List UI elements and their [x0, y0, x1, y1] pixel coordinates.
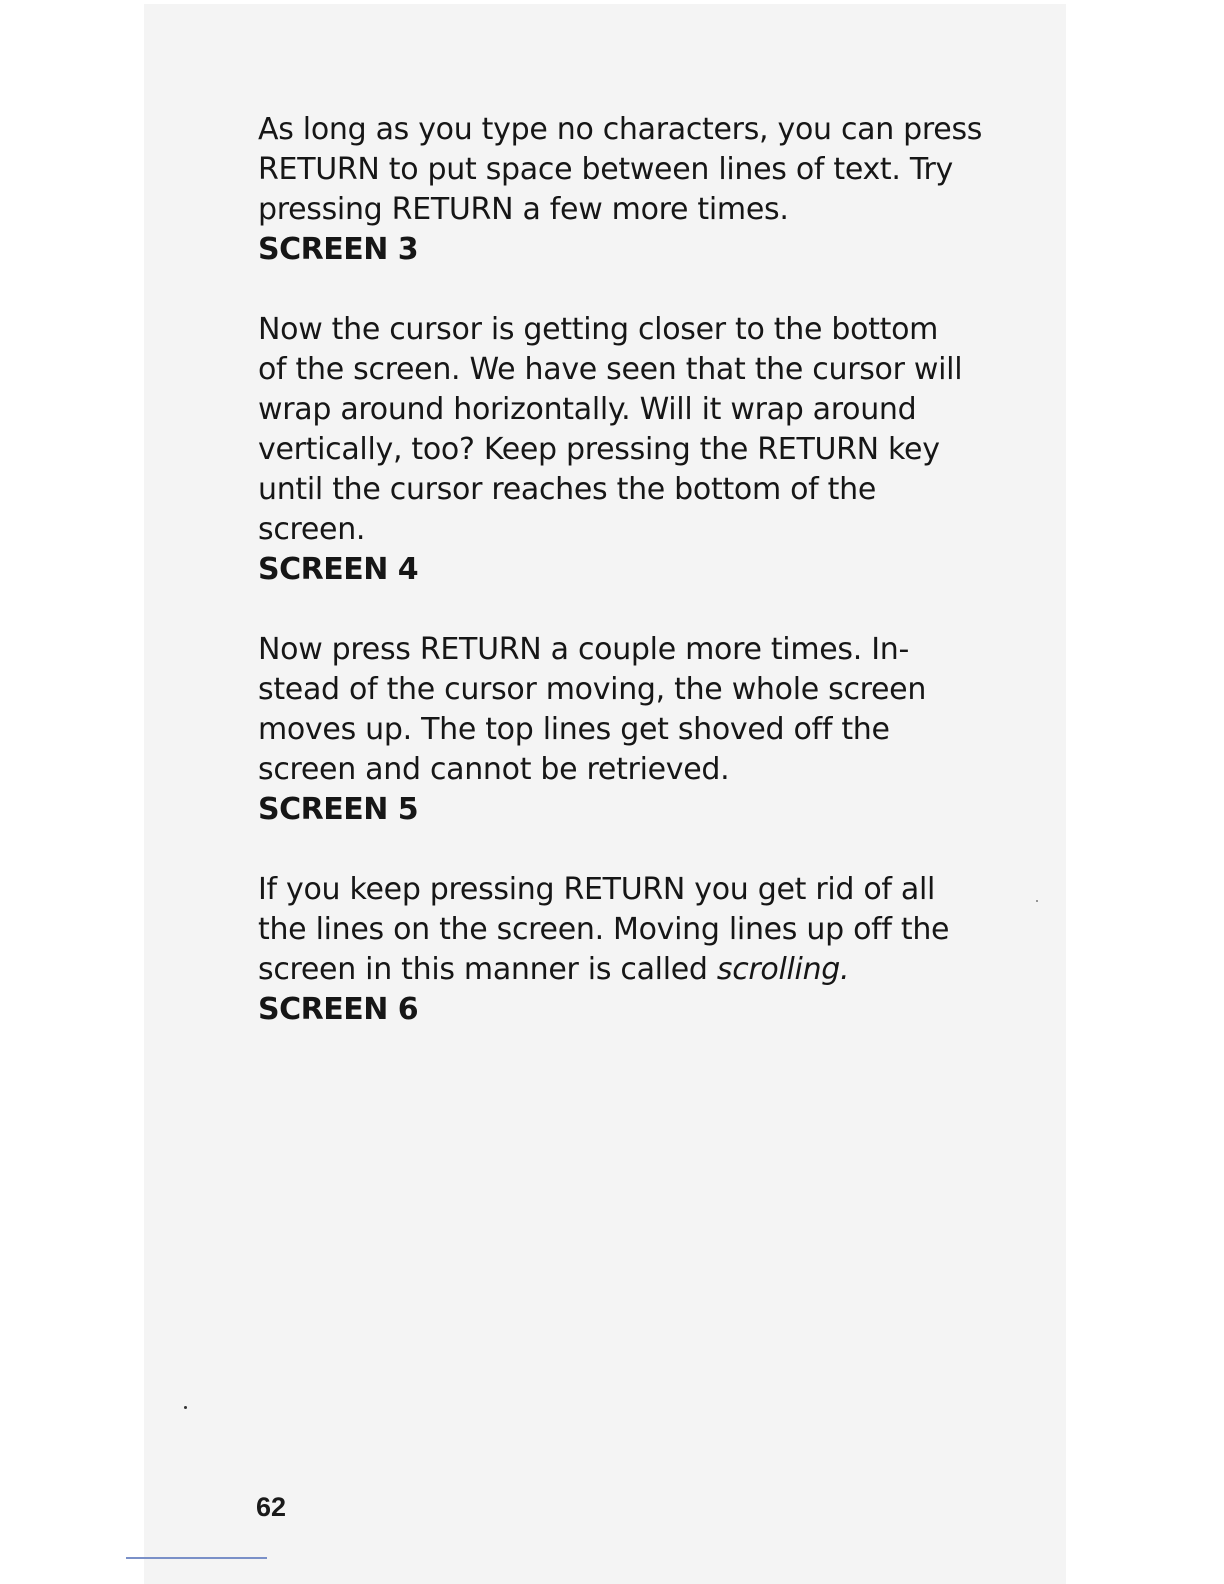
scrolling-term: scrolling.: [716, 952, 850, 987]
paragraph-4-line-2: the lines on the screen. Moving lines up off the: [258, 912, 950, 947]
paragraph-3-line-3: moves up. The top lines get shoved off the: [258, 712, 890, 747]
paragraph-4-line-1: If you keep pressing RETURN you get rid of all: [258, 872, 936, 907]
paragraph-1-line-1: As long as you type no characters, you can press: [258, 112, 983, 147]
paragraph-4-line-3: [258, 950, 1018, 990]
paragraph-2-line-4: vertically, too? Keep pressing the RETURN key: [258, 432, 940, 467]
paragraph-3-line-2: stead of the cursor moving, the whole screen: [258, 672, 927, 707]
body-text: [258, 110, 1018, 1030]
page-number: 62: [256, 1492, 287, 1522]
paragraph-2-line-3: wrap around horizontally. Will it wrap around: [258, 392, 917, 427]
screen-6-label: SCREEN 6: [258, 992, 419, 1027]
footer-rule: [126, 1557, 267, 1559]
paragraph-2-line-5: until the cursor reaches the bottom of the: [258, 472, 877, 507]
dust-speck: [184, 1406, 187, 1409]
paragraph-3-line-1: Now press RETURN a couple more times. In-: [258, 632, 910, 667]
paragraph-1-line-2: RETURN to put space between lines of text. Try: [258, 152, 953, 187]
screen-4-label: SCREEN 4: [258, 552, 419, 587]
screen-3-label: SCREEN 3: [258, 232, 419, 267]
screen-5-label: SCREEN 5: [258, 792, 419, 827]
paragraph-2-line-1: Now the cursor is getting closer to the bottom: [258, 312, 939, 347]
dust-speck: [1036, 900, 1038, 902]
paragraph-2-line-6: screen.: [258, 512, 366, 547]
paragraph-4-line-3-text: screen in this manner is called: [258, 952, 717, 987]
paragraph-2-line-2: of the screen. We have seen that the cursor will: [258, 352, 963, 387]
paragraph-3-line-4: screen and cannot be retrieved.: [258, 752, 730, 787]
paragraph-1-line-3: pressing RETURN a few more times.: [258, 192, 789, 227]
